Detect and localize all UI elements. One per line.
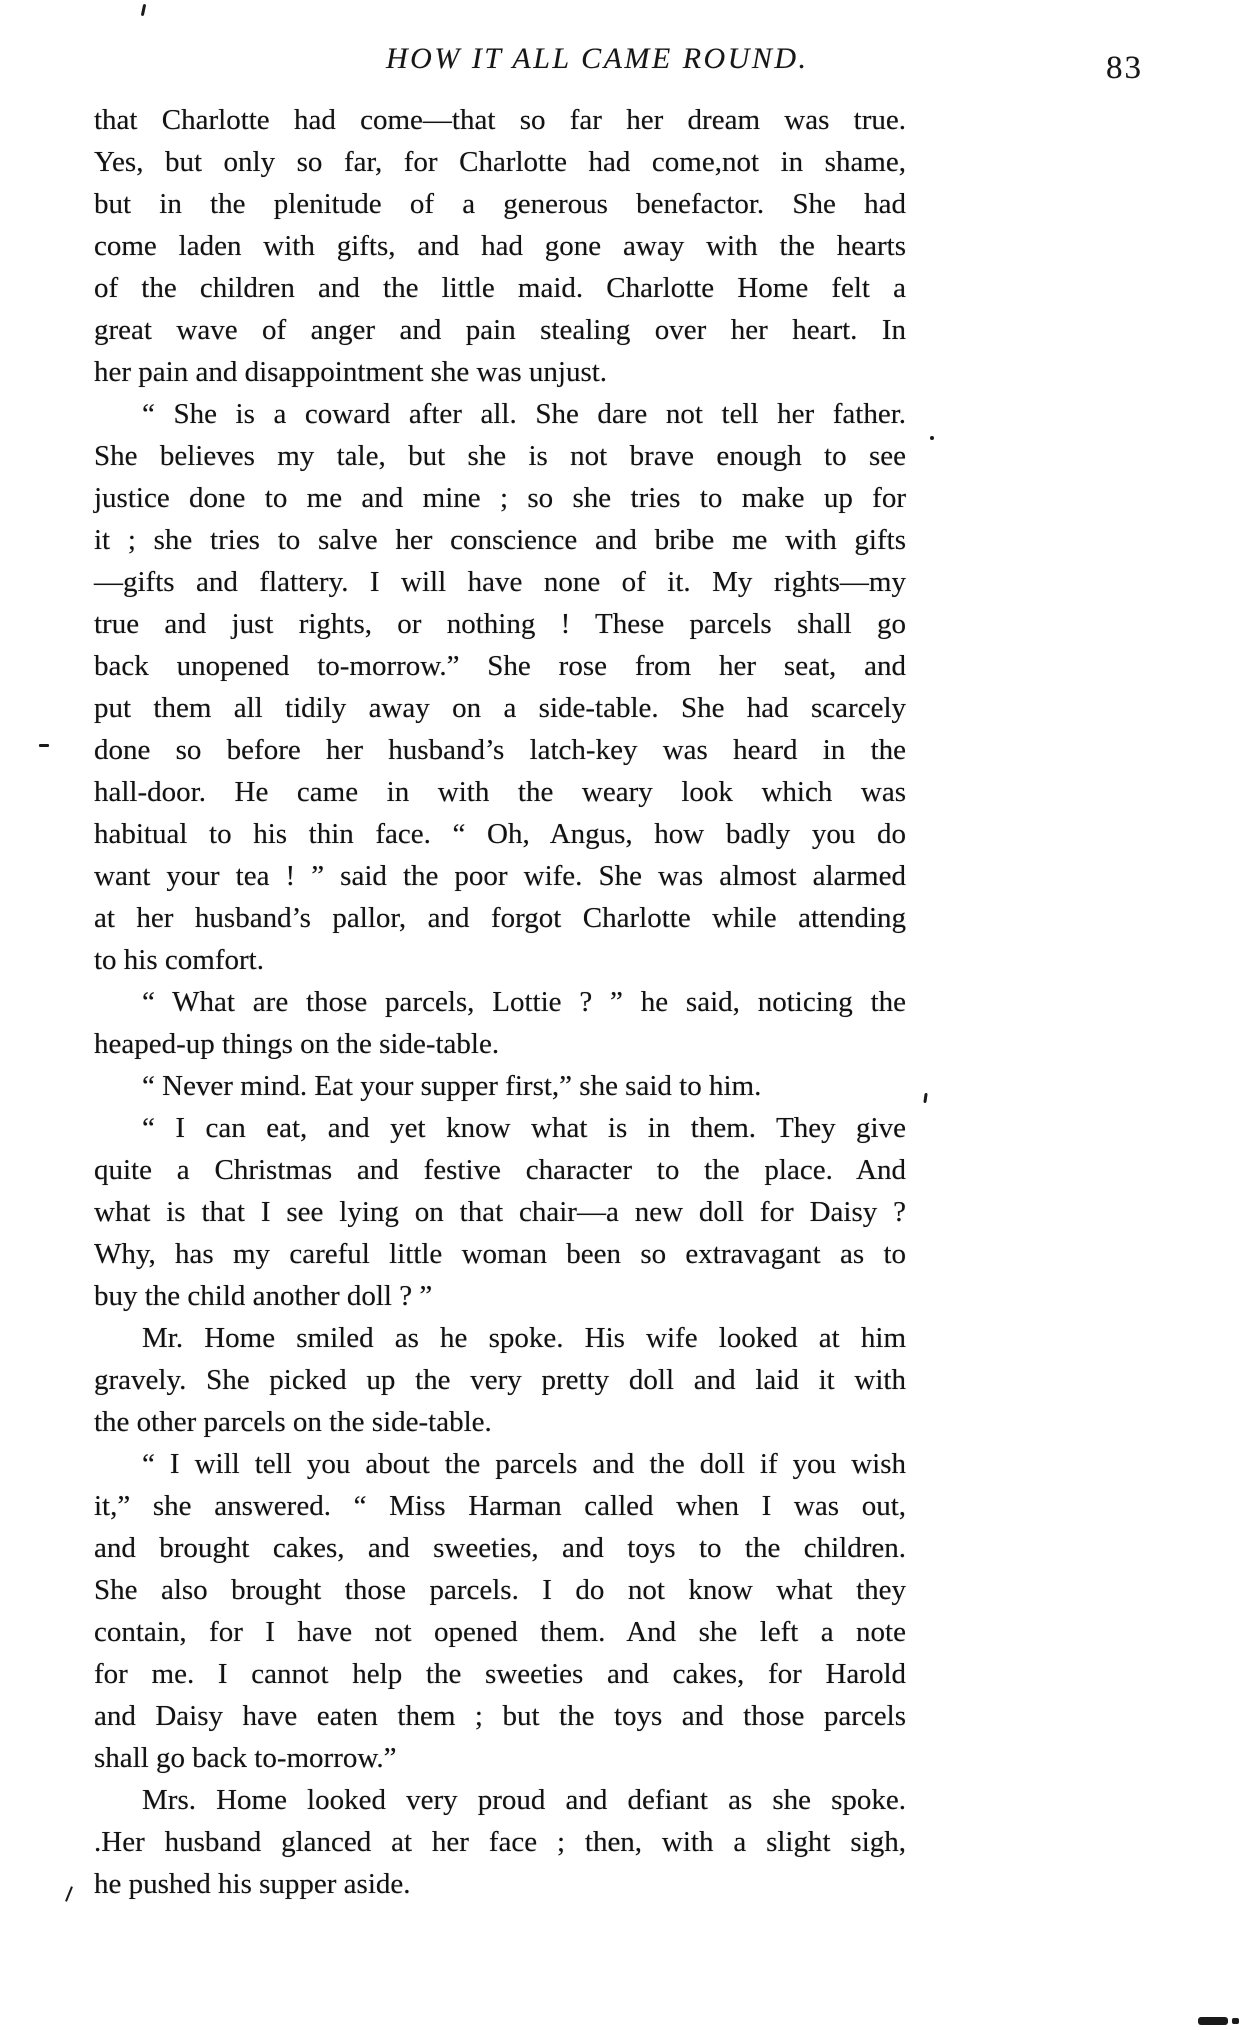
text-line: “ Never mind. Eat your supper first,” she said to him. bbox=[142, 1070, 762, 1102]
text-line: he pushed his supper aside. bbox=[94, 1868, 411, 1900]
text-line: buy the child another doll ? ” bbox=[94, 1280, 433, 1312]
text-line: heaped-up things on the side-table. bbox=[94, 1028, 500, 1060]
scan-artifact-mark bbox=[923, 1093, 927, 1103]
text-line: of the children and the little maid. Charlotte Home felt a bbox=[94, 272, 906, 304]
text-line: Mr. Home smiled as he spoke. His wife looked at him bbox=[142, 1322, 906, 1354]
text-line: Why, has my careful little woman been so extravagant as to bbox=[94, 1238, 906, 1270]
text-line: what is that I see lying on that chair—a new doll for Daisy ? bbox=[94, 1196, 906, 1228]
text-line: back unopened to-morrow.” She rose from her seat, and bbox=[94, 650, 906, 682]
body-text bbox=[94, 99, 906, 1905]
text-line: want your tea ! ” said the poor wife. She was almost alarmed bbox=[94, 860, 906, 892]
scan-artifact-mark bbox=[65, 1886, 73, 1902]
text-line: shall go back to-morrow.” bbox=[94, 1742, 397, 1774]
text-line: great wave of anger and pain stealing over her heart. In bbox=[94, 314, 906, 346]
text-line: —gifts and flattery. I will have none of it. My rights—my bbox=[94, 566, 906, 598]
text-line: justice done to me and mine ; so she tries to make up for bbox=[94, 482, 906, 514]
text-line: true and just rights, or nothing ! These parcels shall go bbox=[94, 608, 906, 640]
text-line: her pain and disappointment she was unjust. bbox=[94, 356, 608, 388]
scan-artifact-mark bbox=[930, 436, 934, 440]
text-line: She also brought those parcels. I do not know what they bbox=[94, 1574, 906, 1606]
text-line: hall-door. He came in with the weary look which was bbox=[94, 776, 906, 808]
text-line: at her husband’s pallor, and forgot Charlotte while attending bbox=[94, 902, 906, 934]
text-line: it,” she answered. “ Miss Harman called when I was out, bbox=[94, 1490, 906, 1522]
text-line: “ I will tell you about the parcels and the doll if you wish bbox=[142, 1448, 906, 1480]
text-line: and Daisy have eaten them ; but the toys and those parcels bbox=[94, 1700, 906, 1732]
scan-artifact-mark bbox=[141, 4, 146, 16]
text-line: Mrs. Home looked very proud and defiant as she spoke. bbox=[142, 1784, 906, 1816]
page-number: 83 bbox=[1106, 50, 1143, 86]
text-line: “ She is a coward after all. She dare not tell her father. bbox=[142, 398, 906, 430]
text-line: She believes my tale, but she is not brave enough to see bbox=[94, 440, 906, 472]
text-line: to his comfort. bbox=[94, 944, 264, 976]
text-line: the other parcels on the side-table. bbox=[94, 1406, 492, 1438]
text-line: Yes, but only so far, for Charlotte had come,not in shame, bbox=[94, 146, 906, 178]
scan-artifact-mark bbox=[39, 744, 49, 747]
text-line: .Her husband glanced at her face ; then, with a slight sigh, bbox=[94, 1826, 906, 1858]
text-line: but in the plenitude of a generous benefactor. She had bbox=[94, 188, 906, 220]
scan-artifact-smudge bbox=[1198, 2017, 1228, 2025]
text-line: that Charlotte had come—that so far her dream was true. bbox=[94, 104, 906, 136]
text-line: “ What are those parcels, Lottie ? ” he said, noticing the bbox=[142, 986, 906, 1018]
running-title: HOW IT ALL CAME ROUND. bbox=[386, 42, 809, 75]
text-line: contain, for I have not opened them. And she left a note bbox=[94, 1616, 906, 1648]
text-line: it ; she tries to salve her conscience and bribe me with gifts bbox=[94, 524, 906, 556]
text-line: habitual to his thin face. “ Oh, Angus, how badly you do bbox=[94, 818, 906, 850]
text-line: quite a Christmas and festive character to the place. And bbox=[94, 1154, 906, 1186]
scan-artifact-smudge bbox=[1232, 2018, 1239, 2024]
text-line: and brought cakes, and sweeties, and toys to the children. bbox=[94, 1532, 906, 1564]
text-line: put them all tidily away on a side-table. She had scarcely bbox=[94, 692, 906, 724]
text-line: come laden with gifts, and had gone away with the hearts bbox=[94, 230, 906, 262]
text-line: for me. I cannot help the sweeties and cakes, for Harold bbox=[94, 1658, 906, 1690]
text-line: “ I can eat, and yet know what is in them. They give bbox=[142, 1112, 906, 1144]
text-line: done so before her husband’s latch-key was heard in the bbox=[94, 734, 906, 766]
text-line: gravely. She picked up the very pretty doll and laid it with bbox=[94, 1364, 906, 1396]
